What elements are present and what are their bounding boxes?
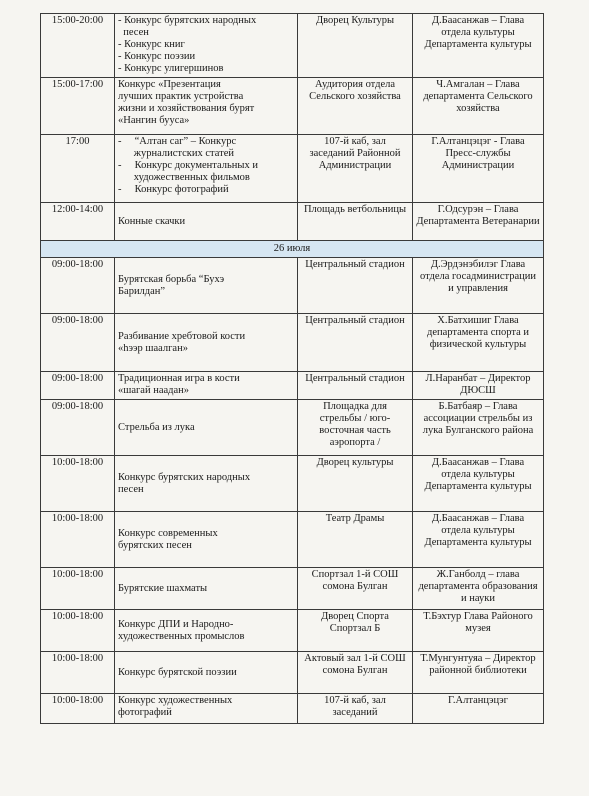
event-line: «hээр шаалган» [118, 342, 188, 354]
event-line: - Конкурс улигершинов [118, 63, 224, 74]
responsible-cell: Ч.Амгалан – Глава департамента Сельского хозяйства [413, 78, 544, 135]
table-row [41, 456, 544, 512]
event-cell [115, 568, 298, 610]
time-cell: 10:00-18:00 [41, 652, 115, 694]
schedule-table [40, 13, 544, 724]
time-cell: 12:00-14:00 [41, 203, 115, 241]
event-line: Конкурс «Презентация [118, 79, 221, 90]
event-cell [115, 314, 298, 372]
event-cell [115, 652, 298, 694]
table-row [41, 372, 544, 400]
time-cell: 10:00-18:00 [41, 694, 115, 724]
venue-cell: Дворец Спорта Спортзал Б [298, 610, 413, 652]
event-cell [115, 512, 298, 568]
venue-cell: Дворец культуры [298, 456, 413, 512]
event-line: Традиционная игра в кости [118, 373, 240, 384]
event-cell [115, 610, 298, 652]
event-line: песен [118, 27, 149, 38]
venue-cell: Театр Драмы [298, 512, 413, 568]
event-line: Бурятские шахматы [118, 582, 208, 594]
event-line: «шагай наадан» [118, 385, 190, 396]
event-line: Конкурс художественных [118, 695, 233, 706]
venue-cell: Дворец Культуры [298, 14, 413, 78]
time-cell: 15:00-17:00 [41, 78, 115, 135]
event-cell [115, 372, 298, 400]
schedule-rows-day-26 [41, 258, 544, 724]
table-row [41, 258, 544, 314]
event-line: - Конкурс бурятских народных [118, 15, 257, 26]
time-cell: 10:00-18:00 [41, 610, 115, 652]
event-cell [115, 14, 298, 78]
venue-cell: Центральный стадион [298, 372, 413, 400]
venue-cell: Площадка для стрельбы / юго-восточная часть аэропорта / [298, 400, 413, 456]
event-cell [115, 258, 298, 314]
time-cell: 15:00-20:00 [41, 14, 115, 78]
venue-cell: 107-й каб, зал заседаний Районной Администрации [298, 135, 413, 203]
table-row [41, 400, 544, 456]
table-row [41, 203, 544, 241]
event-cell [115, 694, 298, 724]
day-header-row [41, 241, 544, 258]
event-cell [115, 203, 298, 241]
event-cell [115, 400, 298, 456]
schedule-rows-day-25 [41, 14, 544, 241]
event-line: Стрельба из лука [118, 421, 195, 433]
time-cell: 17:00 [41, 135, 115, 203]
event-line: - Конкурс документальных и [118, 160, 258, 171]
event-cell [115, 456, 298, 512]
event-line: - “Алтан саг” – Конкурс [118, 136, 237, 147]
day-header: 26 июля [41, 241, 544, 258]
event-cell [115, 78, 298, 135]
responsible-cell: Х.Батхишиг Глава департамента спорта и физической культуры [413, 314, 544, 372]
responsible-cell: Д.Баасанжав – Глава отдела культуры Департамента культуры [413, 512, 544, 568]
day-header-section [41, 241, 544, 258]
event-line: - Конкурс книг [118, 39, 185, 50]
venue-cell: Спортзал 1-й СОШ сомона Булган [298, 568, 413, 610]
time-cell: 09:00-18:00 [41, 258, 115, 314]
table-row [41, 512, 544, 568]
event-line: журналистских статей [118, 148, 235, 159]
time-cell: 09:00-18:00 [41, 400, 115, 456]
table-row [41, 314, 544, 372]
table-row [41, 135, 544, 203]
venue-cell: Аудитория отдела Сельского хозяйства [298, 78, 413, 135]
responsible-cell: Г.Алтанцэцэг - Глава Пресс-службы Администрации [413, 135, 544, 203]
event-line: лучших практик устройства [118, 91, 244, 102]
event-line: Бурятская борьба “Бухэ [118, 273, 225, 285]
time-cell: 09:00-18:00 [41, 372, 115, 400]
event-line: Конные скачки [118, 215, 186, 227]
time-cell: 09:00-18:00 [41, 314, 115, 372]
table-row [41, 610, 544, 652]
venue-cell: 107-й каб, зал заседаний [298, 694, 413, 724]
event-line: Разбивание хребтовой кости [118, 330, 246, 342]
event-line: - Конкурс поэзии [118, 51, 196, 62]
table-row [41, 568, 544, 610]
time-cell: 10:00-18:00 [41, 568, 115, 610]
event-line: - Конкурс фотографий [118, 184, 229, 195]
event-line: песен [118, 483, 144, 495]
table-row [41, 78, 544, 135]
responsible-cell: Д.Баасанжав – Глава отдела культуры Департамента культуры [413, 14, 544, 78]
event-line: «Нангин бууса» [118, 115, 190, 126]
event-line: Барилдан” [118, 285, 166, 297]
event-line: Конкурс бурятских народных [118, 471, 251, 483]
event-cell [115, 135, 298, 203]
event-line: Конкурс бурятской поэзии [118, 666, 237, 678]
event-line: Конкурс ДПИ и Народно- [118, 618, 234, 630]
table-row [41, 652, 544, 694]
table-row [41, 694, 544, 724]
venue-cell: Центральный стадион [298, 314, 413, 372]
responsible-cell: Д.Эрдэнэбилэг Глава отдела госадминистрации и управления [413, 258, 544, 314]
venue-cell: Площадь ветбольницы [298, 203, 413, 241]
time-cell: 10:00-18:00 [41, 512, 115, 568]
responsible-cell: Г.Алтанцэцэг [413, 694, 544, 724]
event-line: фотографий [118, 707, 172, 718]
event-line: Конкурс современных [118, 527, 218, 539]
venue-cell: Центральный стадион [298, 258, 413, 314]
event-line: бурятских песен [118, 539, 192, 551]
event-line: художественных фильмов [118, 172, 250, 183]
responsible-cell: Ж.Ганболд – глава департамента образования и науки [413, 568, 544, 610]
event-line: жизни и хозяйствования бурят [118, 103, 255, 114]
responsible-cell: Г.Одсурэн – Глава Департамента Ветеранарии [413, 203, 544, 241]
responsible-cell: Д.Баасанжав – Глава отдела культуры Департамента культуры [413, 456, 544, 512]
event-line: художественных промыслов [118, 630, 245, 642]
responsible-cell: Л.Наранбат – Директор ДЮСШ [413, 372, 544, 400]
responsible-cell: Т.Мунгунтуяа – Директор районной библиотеки [413, 652, 544, 694]
responsible-cell: Б.Батбаяр – Глава ассоциации стрельбы из лука Булганского района [413, 400, 544, 456]
table-row [41, 14, 544, 78]
time-cell: 10:00-18:00 [41, 456, 115, 512]
responsible-cell: Т.Бэхтур Глава Районого музея [413, 610, 544, 652]
venue-cell: Актовый зал 1-й СОШ сомона Булган [298, 652, 413, 694]
